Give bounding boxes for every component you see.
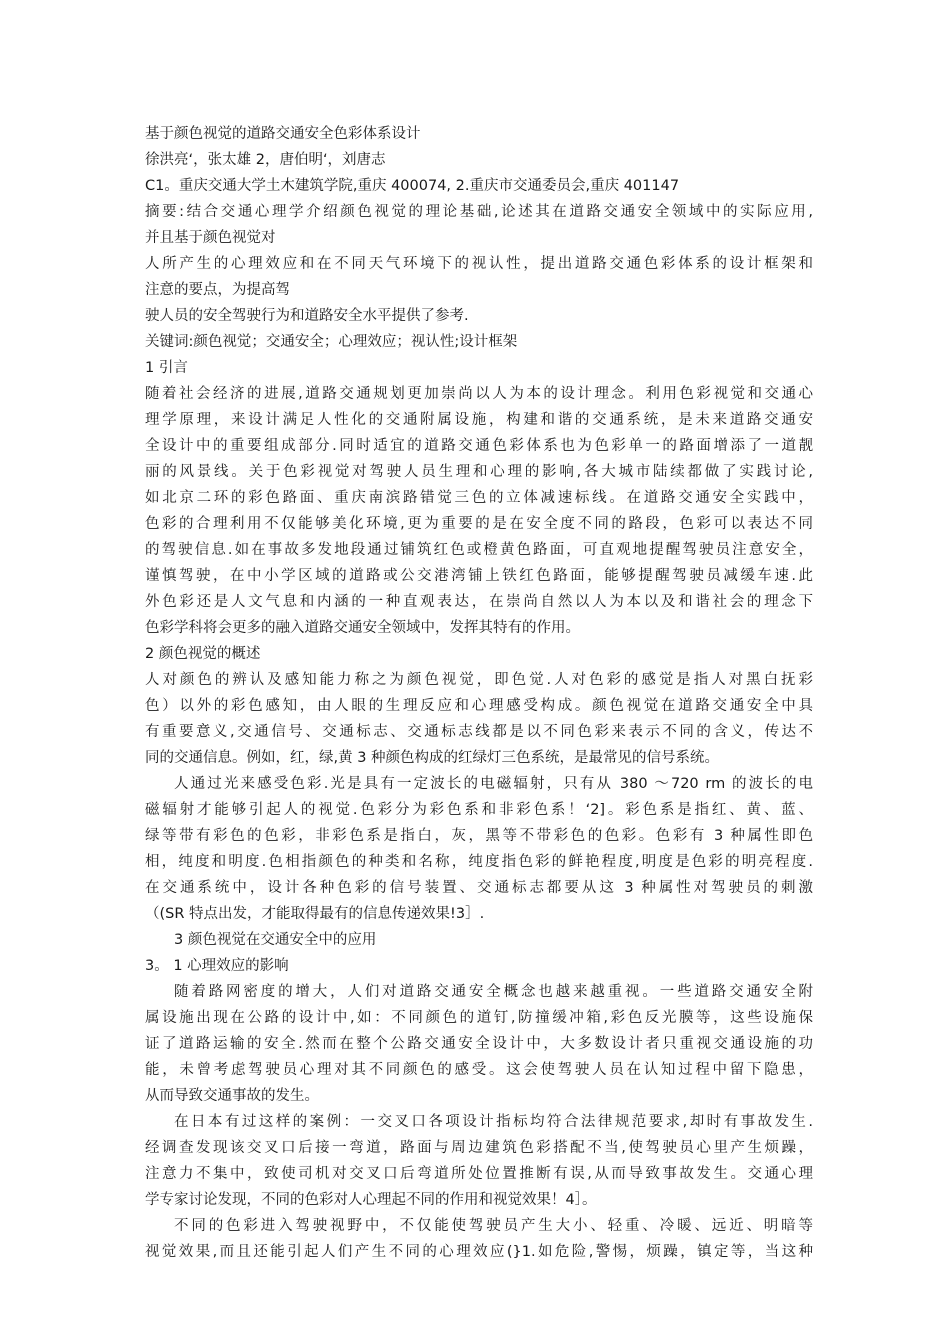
paragraph-line: 人对颜色的辨认及感知能力称之为颜色视觉，即色觉.人对色彩的感觉是指人对黑白抚彩	[145, 672, 813, 688]
paragraph-line: 的驾驶信息.如在事故多发地段通过铺筑红色或橙黄色路面，可直观地提醒驾驶员注意安全，	[145, 542, 813, 558]
section-heading-application: 3 颜色视觉在交通安全中的应用	[174, 932, 377, 948]
paragraph-line: 在交通系统中，设计各种色彩的信号装置、交通标志都要从这 3 种属性对驾驶员的刺激	[145, 880, 813, 896]
document-page	[145, 121, 813, 1265]
subsection-heading: 3。 1 心理效应的影响	[145, 958, 289, 974]
paragraph-line: 能，未曾考虑驾驶员心理对其不同颜色的感受。这会使驾驶人员在认知过程中留下隐患，	[145, 1062, 813, 1078]
paragraph-line: 不同的色彩进入驾驶视野中，不仅能使驾驶员产生大小、轻重、冷暖、远近、明暗等	[174, 1218, 813, 1234]
paragraph-line: 视觉效果,而且还能引起人们产生不同的心理效应(}1.如危险,警惕，烦躁，镇定等，当这种	[145, 1244, 813, 1260]
paragraph-line: 磁辐射才能够引起人的视觉.色彩分为彩色系和非彩色系！‘2]。彩色系是指红、黄、蓝、	[145, 802, 813, 818]
abstract-line: 并且基于颜色视觉对	[145, 230, 276, 246]
abstract-line: 驶人员的安全驾驶行为和道路安全水平提供了参考.	[145, 308, 469, 324]
abstract-line: 摘要:结合交通心理学介绍颜色视觉的理论基础,论述其在道路交通安全领域中的实际应用,	[145, 204, 813, 220]
paragraph-line: 谨慎驾驶，在中小学区域的道路或公交港湾铺上铁红色路面，能够提醒驾驶员减缓车速.此	[145, 568, 813, 584]
paper-title: 基于颜色视觉的道路交通安全色彩体系设计	[145, 126, 421, 142]
paragraph-line: 学专家讨论发现，不同的色彩对人心理起不同的作用和视觉效果！4］。	[145, 1192, 597, 1208]
paper-authors: 徐洪亮‘，张太雄 2，唐伯明‘，刘唐志	[145, 152, 386, 168]
paragraph-line: 如北京二环的彩色路面、重庆南滨路错觉三色的立体减速标线。在道路交通安全实践中，	[145, 490, 813, 506]
paragraph-line: 丽的风景线。关于色彩视觉对驾驶人员生理和心理的影响,各大城市陆续都做了实践讨论,	[145, 464, 813, 480]
paragraph-line: 随着路网密度的增大，人们对道路交通安全概念也越来越重视。一些道路交通安全附	[174, 984, 813, 1000]
paragraph-line: 注意力不集中，致使司机对交叉口后弯道所处位置推断有误,从而导致事故发生。交通心理	[145, 1166, 813, 1182]
paragraph-line: 理学原理，来设计满足人性化的交通附属设施，构建和谐的交通系统，是未来道路交通安	[145, 412, 813, 428]
paragraph-line: 人通过光来感受色彩.光是具有一定波长的电磁辐射，只有从 380 ～720 rm 的波长的电	[174, 776, 813, 792]
paragraph-line: 色彩学科将会更多的融入道路交通安全领域中，发挥其特有的作用。	[145, 620, 580, 636]
paragraph-line: 从而导致交通事故的发生。	[145, 1088, 319, 1104]
paragraph-line: 随着社会经济的进展,道路交通规划更加崇尚以人为本的设计理念。利用色彩视觉和交通心	[145, 386, 813, 402]
paragraph-line: 经调查发现该交叉口后接一弯道，路面与周边建筑色彩搭配不当,使驾驶员心里产生烦躁，	[145, 1140, 813, 1156]
paragraph-line: 全设计中的重要组成部分.同时适宜的道路交通色彩体系也为色彩单一的路面增添了一道靓	[145, 438, 813, 454]
paragraph-line: 同的交通信息。例如，红，绿,黄 3 种颜色构成的红绿灯三色系统，是最常见的信号系统。	[145, 750, 720, 766]
section-heading-intro: 1 引言	[145, 360, 188, 376]
paragraph-line: 属设施出现在公路的设计中,如：不同颜色的道钉,防撞缓冲箱,彩色反光膜等，这些设施保	[145, 1010, 813, 1026]
paragraph-line: 证了道路运输的安全.然而在整个公路交通安全设计中，大多数设计者只重视交通设施的功	[145, 1036, 813, 1052]
paragraph-line: 色彩的合理利用不仅能够美化环境,更为重要的是在安全度不同的路段，色彩可以表达不同	[145, 516, 813, 532]
paragraph-line: 外色彩还是人文气息和内涵的一种直观表达，在崇尚自然以人为本以及和谐社会的理念下	[145, 594, 813, 610]
abstract-line: 人所产生的心理效应和在不同天气环境下的视认性，提出道路交通色彩体系的设计框架和	[145, 256, 813, 272]
paragraph-line: （(SR 特点出发，才能取得最有的信息传递效果!3］.	[145, 906, 485, 922]
keywords: 关键词:颜色视觉；交通安全；心理效应；视认性;设计框架	[145, 334, 518, 350]
paper-affiliation: C1。重庆交通大学土木建筑学院,重庆 400074, 2.重庆市交通委员会,重庆 401147	[145, 178, 680, 194]
paragraph-line: 色）以外的彩色感知，由人眼的生理反应和心理感受构成。颜色视觉在道路交通安全中具	[145, 698, 813, 714]
paragraph-line: 相，纯度和明度.色相指颜色的种类和名称，纯度指色彩的鲜艳程度,明度是色彩的明亮程度.	[145, 854, 813, 870]
paragraph-line: 在日本有过这样的案例：一交叉口各项设计指标均符合法律规范要求,却时有事故发生.	[174, 1114, 813, 1130]
paragraph-line: 有重要意义,交通信号、交通标志、交通标志线都是以不同色彩来表示不同的含义，传达不	[145, 724, 813, 740]
paragraph-line: 绿等带有彩色的色彩，非彩色系是指白，灰，黑等不带彩色的色彩。色彩有 3 种属性即色	[145, 828, 813, 844]
abstract-line: 注意的要点，为提高驾	[145, 282, 290, 298]
section-heading-overview: 2 颜色视觉的概述	[145, 646, 261, 662]
